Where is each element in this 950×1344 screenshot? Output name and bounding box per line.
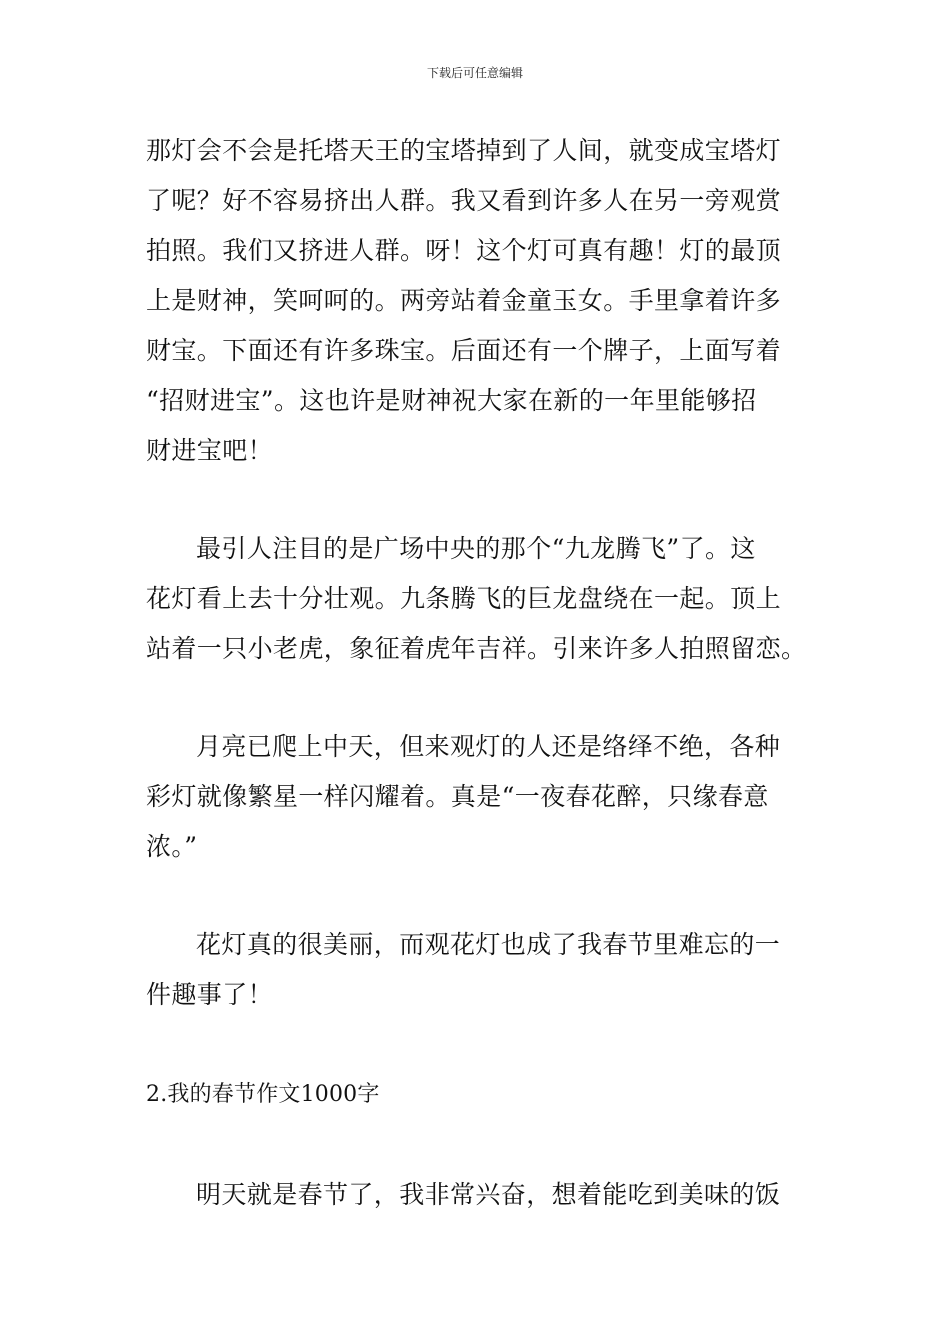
paragraph-3-line-3: 浓。” <box>146 832 198 861</box>
paragraph-4-line-1: 花灯真的很美丽，而观花灯也成了我春节里难忘的一 <box>196 930 781 959</box>
page-header: 下载后可任意编辑 <box>426 66 523 80</box>
paragraph-5-line-1: 明天就是春节了，我非常兴奋，想着能吃到美味的饭 <box>196 1180 781 1209</box>
paragraph-1-line-6: “招财进宝”。这也许是财神祝大家在新的一年里能够招 <box>146 386 757 415</box>
paragraph-3-line-2: 彩灯就像繁星一样闪耀着。真是“一夜春花醉，只缘春意 <box>146 782 769 811</box>
paragraph-3-line-1: 月亮已爬上中天，但来观灯的人还是络绎不绝，各种 <box>196 732 781 761</box>
paragraph-1-line-2: 了呢？好不容易挤出人群。我又看到许多人在另一旁观赏 <box>146 186 782 215</box>
paragraph-2-line-2: 花灯看上去十分壮观。九条腾飞的巨龙盘绕在一起。顶上 <box>146 584 782 613</box>
paragraph-1-line-5: 财宝。下面还有许多珠宝。后面还有一个牌子，上面写着 <box>146 336 782 365</box>
paragraph-1-line-4: 上是财神，笑呵呵的。两旁站着金童玉女。手里拿着许多 <box>146 286 782 315</box>
paragraph-2-line-3: 站着一只小老虎，象征着虎年吉祥。引来许多人拍照留恋。 <box>146 634 807 663</box>
paragraph-2-line-1: 最引人注目的是广场中央的那个“九龙腾飞”了。这 <box>196 534 756 563</box>
section-heading: 2.我的春节作文1000字 <box>146 1082 380 1107</box>
paragraph-1-line-7: 财进宝吧！ <box>146 436 274 465</box>
paragraph-1-line-1: 那灯会不会是托塔天王的宝塔掉到了人间，就变成宝塔灯 <box>146 136 782 165</box>
paragraph-1-line-3: 拍照。我们又挤进人群。呀！这个灯可真有趣！灯的最顶 <box>146 236 782 265</box>
paragraph-4-line-2: 件趣事了！ <box>146 980 274 1009</box>
